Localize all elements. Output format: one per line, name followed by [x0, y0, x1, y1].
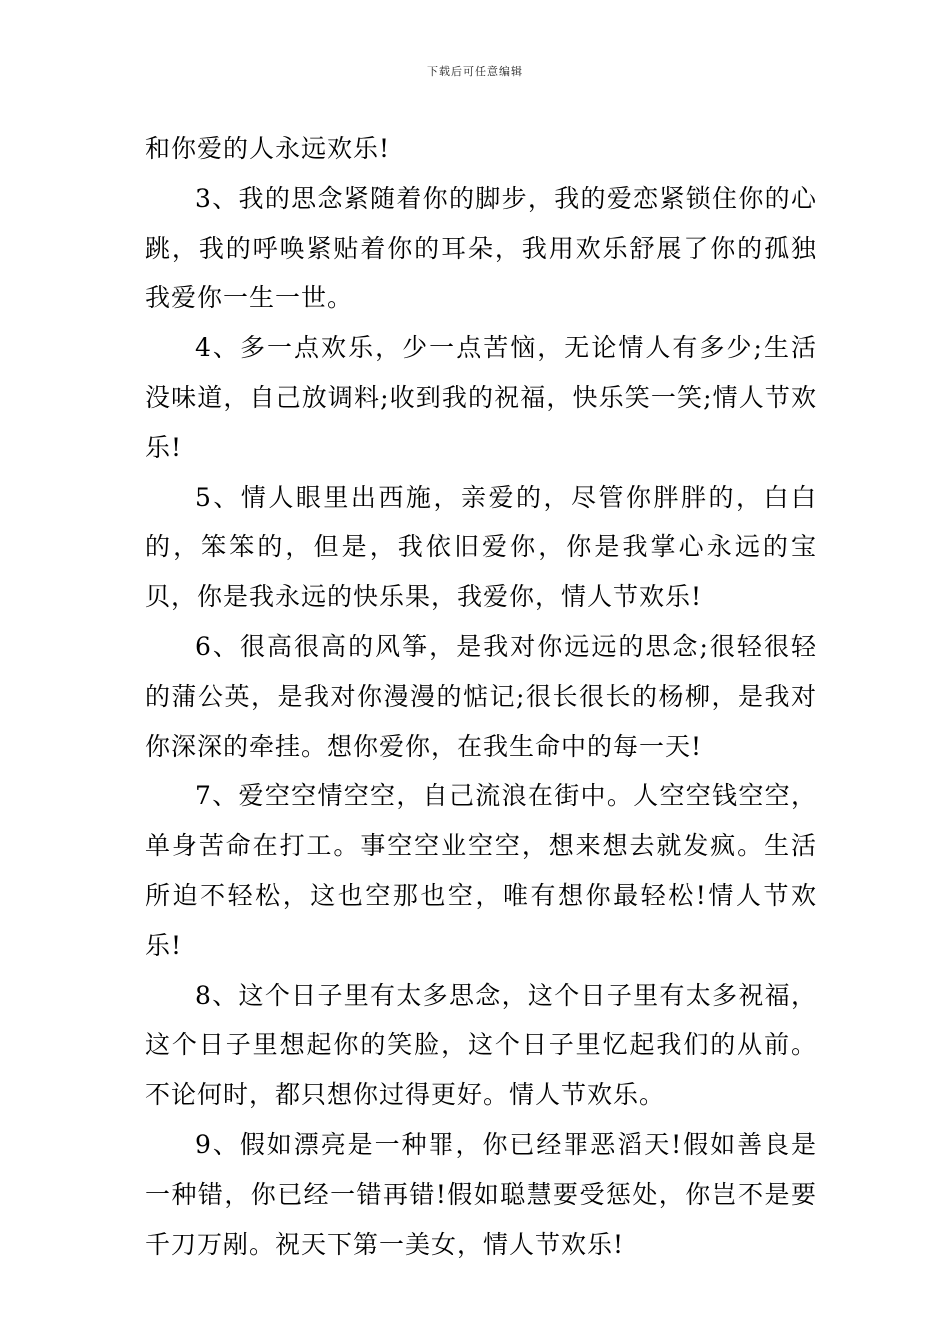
paragraph-continuation: 和你爱的人永远欢乐!	[145, 134, 391, 163]
paragraph-item-6: 6、很高很高的风筝，是我对你远远的思念;很轻很轻的蒲公英，是我对你漫漫的惦记;很长很长的杨柳，是我对你深深的牵挂。想你爱你，在我生命中的每一天!	[145, 631, 817, 761]
header-note: 下载后可任意编辑	[427, 65, 523, 78]
paragraph-item-9: 9、假如漂亮是一种罪，你已经罪恶滔天!假如善良是一种错，你已经一错再错!假如聪慧要受惩处，你岂不是要千刀万剐。祝天下第一美女，情人节欢乐!	[145, 1129, 817, 1259]
paragraph-item-3: 3、我的思念紧随着你的脚步，我的爱恋紧锁住你的心跳，我的呼唤紧贴着你的耳朵，我用欢乐舒展了你的孤独我爱你一生一世。	[145, 183, 817, 313]
paragraph-item-7: 7、爱空空情空空，自己流浪在街中。人空空钱空空，单身苦命在打工。事空空业空空，想来想去就发疯。生活所迫不轻松，这也空那也空，唯有想你最轻松!情人节欢乐!	[145, 781, 817, 960]
paragraph-item-5: 5、情人眼里出西施，亲爱的，尽管你胖胖的，白白的，笨笨的，但是，我依旧爱你，你是我掌心永远的宝贝，你是我永远的快乐果，我爱你，情人节欢乐!	[145, 482, 817, 612]
body-text	[145, 124, 817, 1269]
paragraph-item-8: 8、这个日子里有太多思念，这个日子里有太多祝福，这个日子里想起你的笑脸，这个日子里忆起我们的从前。不论何时，都只想你过得更好。情人节欢乐。	[145, 980, 817, 1110]
paragraph-item-4: 4、多一点欢乐，少一点苦恼，无论情人有多少;生活没味道，自己放调料;收到我的祝福，快乐笑一笑;情人节欢乐!	[145, 333, 817, 462]
